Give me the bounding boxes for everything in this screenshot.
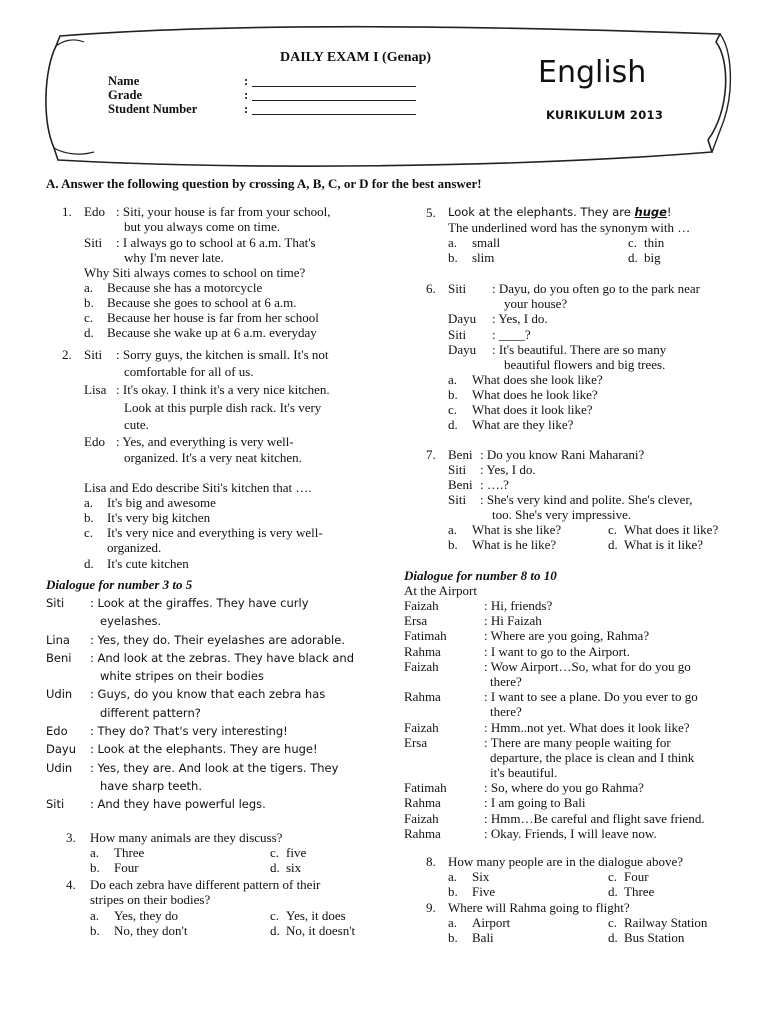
q1-option-b[interactable]: Because she goes to school at 6 a.m. <box>107 295 297 310</box>
dialogue-8-10-line <box>404 613 754 628</box>
dialogue-8-10-line <box>404 704 754 719</box>
q2-line-2b: Look at this purple dish rack. It's very <box>124 400 322 415</box>
dialogue-8-10-text: departure, the place is clean and I think <box>490 749 695 765</box>
dialogue-8-10-text: : Hmm..not yet. What does it look like? <box>484 719 690 735</box>
q3-option-c[interactable]: five <box>286 845 307 860</box>
dialogue-8-10 <box>404 598 754 841</box>
dialogue-3-5-text: : Yes, they are. And look at the tigers. They <box>90 760 339 775</box>
dialogue-3-5-text: : Look at the elephants. They are huge! <box>90 742 318 757</box>
dialogue-3-5-text: : Yes, they do. Their eyelashes are adorable. <box>90 632 345 647</box>
q8-option-b-key[interactable]: b. <box>448 884 458 899</box>
q8-option-a-key[interactable]: a. <box>448 869 458 884</box>
dialogue-3-5-line <box>46 795 396 813</box>
dialogue-3-5-text: have sharp teeth. <box>100 778 202 793</box>
dialogue-8-10-text: there? <box>490 673 522 689</box>
dialogue-8-10-speaker: Fatimah <box>404 780 447 796</box>
q5-option-a[interactable]: small <box>472 235 501 250</box>
dialogue-8-10-text: : Okay. Friends, I will leave now. <box>484 825 657 841</box>
dialogue-3-5-text: different pattern? <box>100 705 201 720</box>
dialogue-8-10-line <box>404 780 754 795</box>
q3-option-a[interactable]: Three <box>114 845 145 860</box>
q5-option-b-key[interactable]: b. <box>448 250 458 265</box>
dialogue-3-5-speaker: Siti <box>46 797 65 812</box>
q4-option-d-key[interactable]: d. <box>270 923 280 938</box>
q7-line-4: : She's very kind and polite. She's clever, <box>480 492 693 507</box>
dialogue-8-10-line <box>404 720 754 735</box>
dialogue-8-10-text: : I want to go to the Airport. <box>484 643 630 659</box>
q1-line-1: : Siti, your house is far from your school, <box>116 204 331 219</box>
q5-number: 5. <box>426 205 436 220</box>
q7-option-c[interactable]: What does it like? <box>624 522 719 537</box>
q5-option-c-key[interactable]: c. <box>628 235 638 250</box>
exam-title: DAILY EXAM I (Genap) <box>280 50 432 65</box>
q2-line-2c: cute. <box>124 417 149 432</box>
q1-option-d-key[interactable]: d. <box>84 325 94 340</box>
q7-line-4b: too. She's very impressive. <box>492 507 632 522</box>
q5-option-c[interactable]: thin <box>644 235 665 250</box>
q1-question: Why Siti always comes to school on time? <box>84 265 306 280</box>
dialogue-8-10-text: : I am going to Bali <box>484 795 586 811</box>
q3-number: 3. <box>66 830 76 845</box>
dialogue-3-5-line <box>46 777 396 795</box>
q1-number: 1. <box>62 204 72 219</box>
dialogue-8-10-speaker: Rahma <box>404 795 441 811</box>
q7-option-a[interactable]: What is she like? <box>472 522 562 537</box>
dialogue-8-10-text: : So, where do you go Rahma? <box>484 780 644 796</box>
field-student-number-colon: : <box>244 102 249 116</box>
field-student-number-label: Student Number <box>108 102 198 116</box>
curriculum-label: KURIKULUM 2013 <box>546 108 664 122</box>
q1-option-a[interactable]: Because she has a motorcycle <box>107 280 263 295</box>
dialogue-3-5-line <box>46 740 396 758</box>
q1-option-a-key[interactable]: a. <box>84 280 94 295</box>
q4-option-d[interactable]: No, it doesn't <box>286 923 356 938</box>
q5-option-d-key[interactable]: d. <box>628 250 638 265</box>
q5-option-b[interactable]: slim <box>472 250 495 265</box>
q2-option-a-key[interactable]: a. <box>84 495 94 510</box>
dialogue-3-5-line <box>46 667 396 685</box>
q8-option-d-key[interactable]: d. <box>608 884 618 899</box>
q1-option-b-key[interactable]: b. <box>84 295 94 310</box>
q2-option-c-cont: organized. <box>107 540 162 555</box>
q5-option-d[interactable]: big <box>644 250 661 265</box>
grade-field[interactable] <box>252 98 416 101</box>
q6-line-2: : Yes, I do. <box>492 311 548 326</box>
q6-speaker-2: Dayu <box>448 311 477 326</box>
q2-speaker-2: Lisa <box>84 382 107 397</box>
q6-line-4: : It's beautiful. There are so many <box>492 342 667 357</box>
q2-speaker-1: Siti <box>84 347 103 362</box>
dialogue-8-10-line <box>404 644 754 659</box>
q1-line-2: : I always go to school at 6 a.m. That's <box>116 235 316 250</box>
q4-question-2: stripes on their bodies? <box>90 892 211 907</box>
q2-option-c[interactable]: It's very nice and everything is very well- <box>107 525 323 540</box>
dialogue-8-10-subtitle: At the Airport <box>404 583 477 598</box>
dialogue-3-5-line <box>46 594 396 612</box>
dialogue-3-5-speaker: Udin <box>46 687 73 702</box>
q7-option-b-key[interactable]: b. <box>448 537 458 552</box>
q6-line-1b: your house? <box>504 296 568 311</box>
q9-option-b[interactable]: Bali <box>472 930 494 945</box>
dialogue-8-10-line <box>404 674 754 689</box>
q4-option-c[interactable]: Yes, it does <box>286 908 346 923</box>
dialogue-3-5-line <box>46 704 396 722</box>
dialogue-8-10-line <box>404 811 754 826</box>
name-field[interactable] <box>252 84 416 87</box>
dialogue-3-5-speaker: Udin <box>46 760 73 775</box>
q7-line-2: : Yes, I do. <box>480 462 536 477</box>
q2-option-c-key[interactable]: c. <box>84 525 94 540</box>
q8-number: 8. <box>426 854 436 869</box>
q2-option-d-key[interactable]: d. <box>84 556 94 571</box>
q4-option-a-key[interactable]: a. <box>90 908 100 923</box>
q2-line-1: : Sorry guys, the kitchen is small. It's not <box>116 347 329 362</box>
q3-option-c-key[interactable]: c. <box>270 845 280 860</box>
dialogue-3-5-line <box>46 649 396 667</box>
dialogue-8-10-speaker: Rahma <box>404 643 441 659</box>
dialogue-3-5-line <box>46 722 396 740</box>
dialogue-8-10-line <box>404 628 754 643</box>
field-name-colon: : <box>244 74 249 88</box>
q6-option-b[interactable]: What does he look like? <box>472 387 598 402</box>
q3-option-a-key[interactable]: a. <box>90 845 100 860</box>
q9-question: Where will Rahma going to flight? <box>448 900 630 915</box>
q6-option-a-key[interactable]: a. <box>448 372 458 387</box>
q9-option-c-key[interactable]: c. <box>608 915 618 930</box>
q6-option-c[interactable]: What does it look like? <box>472 402 593 417</box>
dialogue-8-10-speaker: Rahma <box>404 689 441 705</box>
q5-question-post: ! <box>666 205 672 219</box>
q8-question: How many people are in the dialogue above? <box>448 854 683 869</box>
dialogue-8-10-line <box>404 735 754 750</box>
q3-option-d[interactable]: six <box>286 860 302 875</box>
field-grade-label: Grade <box>108 88 143 102</box>
dialogue-8-10-text: : Hmm…Be careful and flight save friend. <box>484 810 705 826</box>
q7-option-d-key[interactable]: d. <box>608 537 618 552</box>
q8-option-c-key[interactable]: c. <box>608 869 618 884</box>
q7-speaker-1: Beni <box>448 447 473 462</box>
q9-number: 9. <box>426 900 436 915</box>
q9-option-a-key[interactable]: a. <box>448 915 458 930</box>
q4-question: Do each zebra have different pattern of their <box>90 877 321 892</box>
q1-option-c[interactable]: Because her house is far from her school <box>107 310 319 325</box>
dialogue-3-5-text: : Look at the giraffes. They have curly <box>90 596 309 610</box>
dialogue-8-10-speaker: Faizah <box>404 810 439 826</box>
dialogue-8-10-text: : Hi, friends? <box>484 598 553 613</box>
q9-option-b-key[interactable]: b. <box>448 930 458 945</box>
q2-option-d[interactable]: It's cute kitchen <box>107 556 189 571</box>
q8-option-a[interactable]: Six <box>472 869 490 884</box>
q2-question: Lisa and Edo describe Siti's kitchen that …. <box>84 480 312 495</box>
q3-option-b[interactable]: Four <box>114 860 139 875</box>
q1-option-d[interactable]: Because she wake up at 6 a.m. everyday <box>107 325 317 340</box>
q8-option-c[interactable]: Four <box>624 869 649 884</box>
dialogue-8-10-line <box>404 598 754 613</box>
dialogue-8-10-text: : Hi Faizah <box>484 613 542 629</box>
q7-option-a-key[interactable]: a. <box>448 522 458 537</box>
q4-option-b-key[interactable]: b. <box>90 923 100 938</box>
dialogue-8-10-text: there? <box>490 704 522 720</box>
q2-line-3b: organized. It's a very neat kitchen. <box>124 450 302 465</box>
q6-option-b-key[interactable]: b. <box>448 387 458 402</box>
dialogue-8-10-line <box>404 689 754 704</box>
q6-speaker-4: Dayu <box>448 342 477 357</box>
q4-option-b[interactable]: No, they don't <box>114 923 188 938</box>
dialogue-3-5-text: : And look at the zebras. They have black and <box>90 650 354 665</box>
q1-speaker-2: Siti <box>84 235 103 250</box>
q8-option-b[interactable]: Five <box>472 884 496 899</box>
q7-number: 7. <box>426 447 436 462</box>
dialogue-3-5 <box>46 594 396 814</box>
dialogue-3-5-text: : They do? That's very interesting! <box>90 724 288 739</box>
q6-line-1: : Dayu, do you often go to the park near <box>492 281 700 296</box>
dialogue-8-10-text: : There are many people waiting for <box>484 734 671 750</box>
subject-title: English <box>538 55 647 90</box>
q6-line-3: : ____? <box>492 327 531 342</box>
q2-option-b-key[interactable]: b. <box>84 510 94 525</box>
q3-option-d-key[interactable]: d. <box>270 860 280 875</box>
q2-line-2: : It's okay. I think it's a very nice kitchen. <box>116 382 330 397</box>
dialogue-3-5-text: white stripes on their bodies <box>100 669 264 684</box>
q6-option-c-key[interactable]: c. <box>448 402 458 417</box>
q7-speaker-4: Siti <box>448 492 467 507</box>
q5-option-a-key[interactable]: a. <box>448 235 458 250</box>
q2-option-b[interactable]: It's very big kitchen <box>107 510 211 525</box>
q9-option-d-key[interactable]: d. <box>608 930 618 945</box>
q6-line-4b: beautiful flowers and big trees. <box>504 357 666 372</box>
dialogue-3-5-text: eyelashes. <box>100 614 162 629</box>
dialogue-3-5-line <box>46 612 396 630</box>
dialogue-8-10-speaker: Faizah <box>404 658 439 674</box>
q4-number: 4. <box>66 877 76 892</box>
dialogue-8-10-speaker: Rahma <box>404 825 441 841</box>
dialogue-8-10-speaker: Faizah <box>404 598 439 613</box>
dialogue-3-5-speaker: Siti <box>46 596 65 610</box>
dialogue-3-5-title: Dialogue for number 3 to 5 <box>46 577 193 592</box>
q3-option-b-key[interactable]: b. <box>90 860 100 875</box>
dialogue-8-10-line <box>404 765 754 780</box>
q2-speaker-3: Edo <box>84 434 105 449</box>
dialogue-3-5-text: : Guys, do you know that each zebra has <box>90 687 326 702</box>
q7-option-b[interactable]: What is he like? <box>472 537 557 552</box>
q7-line-3: : ….? <box>480 477 509 492</box>
dialogue-8-10-speaker: Fatimah <box>404 628 447 644</box>
q2-number: 2. <box>62 347 72 362</box>
q1-line-1b: but you always come on time. <box>124 219 280 234</box>
dialogue-3-5-line <box>46 631 396 649</box>
dialogue-8-10-text: : I want to see a plane. Do you ever to go <box>484 689 698 705</box>
q1-option-c-key[interactable]: c. <box>84 310 94 325</box>
dialogue-8-10-line <box>404 659 754 674</box>
dialogue-8-10-line <box>404 750 754 765</box>
q7-line-1: : Do you know Rani Maharani? <box>480 447 645 462</box>
q4-option-a[interactable]: Yes, they do <box>114 908 179 923</box>
q6-option-d[interactable]: What are they like? <box>472 417 574 432</box>
q4-option-c-key[interactable]: c. <box>270 908 280 923</box>
dialogue-3-5-text: : And they have powerful legs. <box>90 797 266 812</box>
q8-option-d[interactable]: Three <box>624 884 655 899</box>
q6-option-a[interactable]: What does she look like? <box>472 372 603 387</box>
instruction: A. Answer the following question by crossing A, B, C, or D for the best answer! <box>46 176 482 191</box>
dialogue-8-10-text: : Wow Airport…So, what for do you go <box>484 658 691 674</box>
header-scroll-frame <box>40 20 740 170</box>
q5-question-pre: Look at the elephants. They are <box>448 205 635 219</box>
q1-line-2b: why I'm never late. <box>124 250 224 265</box>
q1-speaker-1: Edo <box>84 204 105 219</box>
q6-number: 6. <box>426 281 436 296</box>
dialogue-8-10-speaker: Faizah <box>404 719 439 735</box>
q7-option-c-key[interactable]: c. <box>608 522 618 537</box>
q6-speaker-1: Siti <box>448 281 467 296</box>
q7-option-d[interactable]: What is it like? <box>624 537 704 552</box>
dialogue-3-5-line <box>46 759 396 777</box>
dialogue-8-10-title: Dialogue for number 8 to 10 <box>404 568 557 583</box>
dialogue-3-5-speaker: Lina <box>46 632 70 647</box>
dialogue-3-5-speaker: Beni <box>46 650 72 665</box>
q2-line-1b: comfortable for all of us. <box>124 364 254 379</box>
q9-option-d[interactable]: Bus Station <box>624 930 685 945</box>
q5-question-emphasis: huge <box>634 205 667 219</box>
student-number-field[interactable] <box>252 112 416 115</box>
q3-question: How many animals are they discuss? <box>90 830 283 845</box>
dialogue-8-10-speaker: Ersa <box>404 613 428 629</box>
dialogue-8-10-text: : Where are you going, Rahma? <box>484 628 650 644</box>
field-name-label: Name <box>108 74 140 88</box>
q5-question <box>448 205 672 220</box>
dialogue-3-5-speaker: Dayu <box>46 742 76 757</box>
q6-option-d-key[interactable]: d. <box>448 417 458 432</box>
field-grade-colon: : <box>244 88 249 102</box>
dialogue-8-10-text: it's beautiful. <box>490 765 558 781</box>
q7-speaker-3: Beni <box>448 477 473 492</box>
q6-speaker-3: Siti <box>448 327 467 342</box>
dialogue-8-10-line <box>404 795 754 810</box>
q7-speaker-2: Siti <box>448 462 467 477</box>
q9-option-a[interactable]: Airport <box>472 915 511 930</box>
dialogue-3-5-speaker: Edo <box>46 724 68 739</box>
q2-line-3: : Yes, and everything is very well- <box>116 434 294 449</box>
dialogue-8-10-speaker: Ersa <box>404 734 428 750</box>
q2-option-a[interactable]: It's big and awesome <box>107 495 216 510</box>
dialogue-8-10-line <box>404 826 754 841</box>
q5-question-2: The underlined word has the synonym with … <box>448 220 691 235</box>
q9-option-c[interactable]: Railway Station <box>624 915 708 930</box>
dialogue-3-5-line <box>46 685 396 703</box>
